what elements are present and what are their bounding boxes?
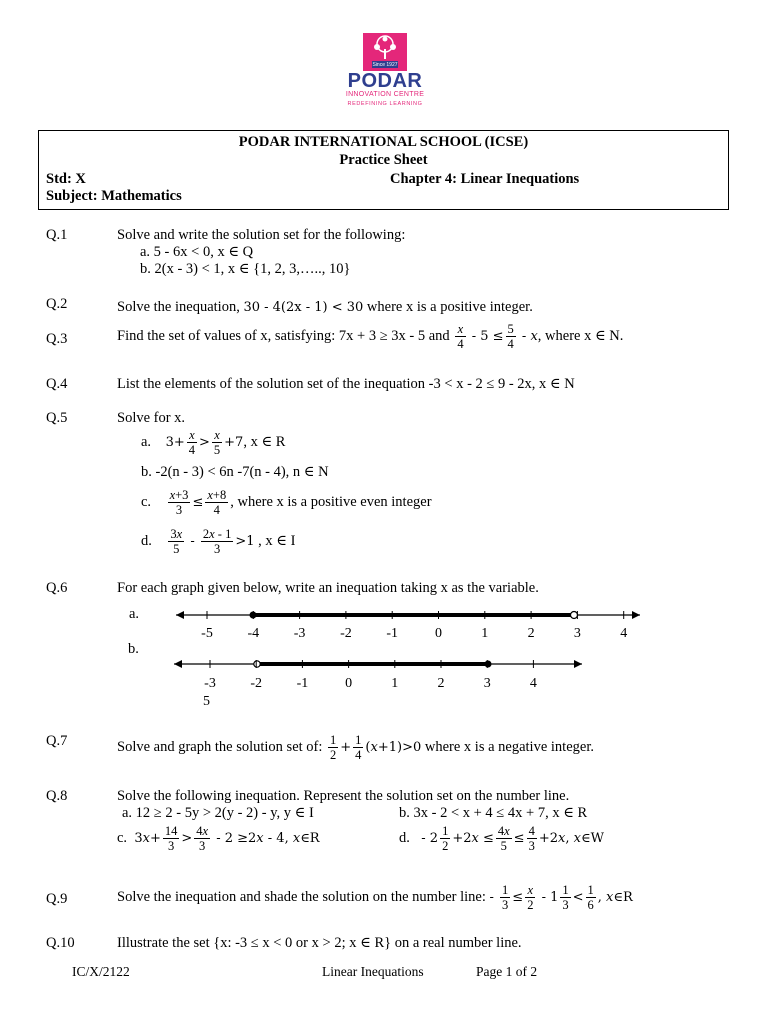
tick-label: 1 — [391, 676, 399, 691]
q5-a: a. 3+ $\frac{x}{4}$ > $\frac{x}{5}$ +7, x ∈ R — [141, 428, 286, 457]
footer-page: Page 1 of 2 — [476, 964, 538, 979]
logo-name: PODAR — [347, 70, 423, 92]
q2-number: Q.2 — [46, 296, 68, 312]
sheet-title: Practice Sheet — [339, 152, 428, 168]
q6-a-label: a. — [129, 606, 140, 622]
q9-text: Solve the inequation and shade the solution on the number line: - $\frac{1}{3}$ ≤ $\frac{x}{2}$ - 1 $\frac{1}{3}$ < $\frac{1}{6}$ , x∈R — [117, 883, 633, 912]
tick-label: 0 — [345, 676, 353, 691]
q1-text: Solve and write the solution set for the following: — [117, 227, 406, 243]
arrow-right-a — [632, 611, 640, 619]
tick-label: -2 — [250, 676, 263, 691]
q2-pre: Solve the inequation, — [117, 299, 244, 315]
number-line-b — [174, 660, 582, 691]
q5-d-label: d. — [141, 532, 152, 549]
arrow-right-b — [574, 660, 582, 668]
q8-a: a. 12 ≥ 2 - 5y > 2(y - 2) - y, y ∈ I — [122, 805, 314, 821]
tick-label: -3 — [204, 676, 216, 691]
tick-label: -3 — [293, 626, 306, 641]
q5-b: b. -2(n - 3) < 6n -7(n - 4), n ∈ N — [141, 464, 329, 480]
q5-a-post: , x ∈ R — [243, 433, 286, 450]
q5-text: Solve for x. — [117, 410, 186, 426]
q3-pre: Find the set of values of x, satisfying: 7x + 3 ≥ 3x - 5 and — [117, 327, 454, 344]
q6-text: For each graph given below, write an inequation taking x as the variable. — [117, 580, 539, 596]
q3-post: , where x ∈ N. — [537, 327, 624, 344]
subject-label: Subject — [46, 188, 93, 204]
q5-a-label: a. — [141, 433, 152, 450]
tick-label: -1 — [386, 626, 399, 641]
q7-number: Q.7 — [46, 733, 68, 749]
tick-label: -5 — [201, 626, 213, 641]
q5-c-post: , where x is a positive even integer — [230, 493, 432, 510]
q8-d-label: d. — [399, 829, 410, 846]
logo-subtitle: INNOVATION CENTRE — [345, 91, 425, 98]
q1-b: b. 2(x - 3) < 1, x ∈ {1, 2, 3,….., 10} — [140, 261, 351, 277]
q9-number: Q.9 — [46, 891, 68, 907]
q5-d-post: , x ∈ I — [254, 532, 296, 549]
q9-pre: Solve the inequation and shade the solution on the number line: — [117, 888, 490, 905]
q4-text: List the elements of the solution set of the inequation -3 < x - 2 ≤ 9 - 2x, x ∈ N — [117, 376, 575, 392]
q5-number: Q.5 — [46, 410, 68, 426]
chapter-label: Chapter 4: Linear Inequations — [390, 171, 580, 187]
q7-pre: Solve and graph the solution set of: — [117, 738, 327, 755]
q2-expr: 30 - 4(2x - 1) < 30 — [243, 300, 364, 315]
q2-post: where x is a positive integer. — [363, 299, 533, 315]
q5-d: d. $\frac{3x}{5}$ - $\frac{2x - 1}{3}$ >1 , x ∈ I — [141, 527, 296, 556]
q10-text: Illustrate the set {x: -3 ≤ x < 0 or x > 2; x ∈ R} on a real number line. — [117, 935, 522, 951]
tick-label: -4 — [247, 626, 260, 641]
logo-tagline: REDEFINING LEARNING — [347, 101, 423, 107]
tick-label: 0 — [435, 626, 442, 641]
q8-text: Solve the following inequation. Represent the solution set on the number line. — [117, 788, 570, 804]
tick-label: 3 — [483, 676, 491, 691]
tick-label: -1 — [296, 676, 309, 691]
q3-number: Q.3 — [46, 331, 68, 347]
q5-c: c. $\frac{x+3}{3}$ ≤ $\frac{x+8}{4}$ , where x is a positive even integer — [141, 488, 432, 517]
q6-b-label: b. — [128, 641, 139, 657]
open-dot-a — [571, 612, 578, 619]
arrow-left-b — [174, 660, 182, 668]
logo-since: Since 1927 — [372, 62, 398, 68]
q6-b-extra: 5 — [203, 694, 210, 709]
q7-text: Solve and graph the solution set of: $\frac{1}{2}$ + $\frac{1}{4}$ (x+1)>0 where x is a negative integer. — [117, 733, 594, 762]
q1-a: a. 5 - 6x < 0, x ∈ Q — [140, 244, 254, 260]
q3-frac-2: $\frac{5}{4}$ — [507, 322, 514, 351]
q8-number: Q.8 — [46, 788, 68, 804]
q3-frac-1: $\frac{x}{4}$ — [457, 322, 464, 351]
tick-label: 3 — [573, 626, 581, 641]
tick-label: 4 — [620, 626, 628, 641]
tick-label: 4 — [529, 676, 537, 691]
q7-post: where x is a negative integer. — [421, 738, 594, 755]
q10-number: Q.10 — [46, 935, 75, 951]
footer-code: IC/X/2122 — [72, 964, 130, 979]
tick-label: 2 — [437, 676, 445, 691]
q6-number: Q.6 — [46, 580, 68, 596]
tick-label: -2 — [340, 626, 352, 641]
closed-dot-b — [485, 661, 492, 668]
number-line-a — [176, 611, 640, 641]
tick-label: 2 — [527, 626, 535, 641]
tick-label: 1 — [481, 626, 489, 641]
open-dot-b — [254, 661, 260, 667]
q8-c: c. 3x+ $\frac{14}{3}$ > $\frac{4x}{3}$ - 2 ≥2x - 4, x∈R — [117, 824, 320, 853]
subject-value: : Mathematics — [92, 188, 182, 204]
arrow-left-a — [176, 611, 184, 619]
school-title: PODAR INTERNATIONAL SCHOOL (ICSE) — [238, 134, 529, 150]
q4-number: Q.4 — [46, 376, 68, 392]
q8-c-label: c. — [117, 829, 128, 846]
q1-number: Q.1 — [46, 227, 68, 243]
std-label: Std: X — [46, 171, 86, 187]
q8-d: d. - 2 $\frac{1}{2}$ +2x ≤ $\frac{4x}{5}$ ≤ $\frac{4}{3}$ +2x, x∈W — [399, 824, 604, 853]
q3-text: Find the set of values of x, satisfying: 7x + 3 ≥ 3x - 5 and $\frac{x}{4}$ - 5 ≤ $\frac{5}{4}$ - x, where x ∈ N. — [117, 322, 624, 351]
footer-topic: Linear Inequations — [322, 964, 424, 979]
q8-b: b. 3x - 2 < x + 4 ≤ 4x + 7, x ∈ R — [399, 805, 588, 821]
q5-c-label: c. — [141, 493, 152, 510]
